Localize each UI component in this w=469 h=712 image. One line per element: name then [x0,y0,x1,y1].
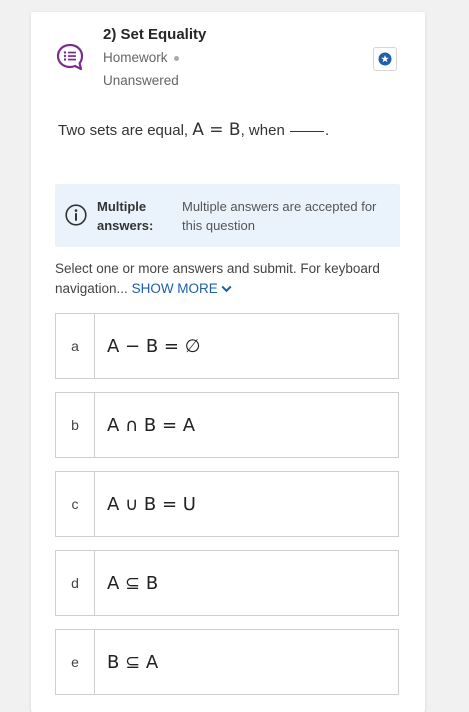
prompt-end: . [324,122,330,139]
question-prompt [58,120,329,140]
prompt-suffix: , when [240,122,285,139]
answer-option-a[interactable] [55,313,399,379]
question-type [103,50,179,65]
question-type-label: Homework [103,50,168,65]
chat-list-icon [56,43,84,71]
prompt-math: A = B [192,120,241,140]
answer-letter: e [56,630,95,694]
instructions [55,259,400,299]
answer-letter: b [56,393,95,457]
answer-option-d[interactable] [55,550,399,616]
chevron-down-icon [221,285,232,293]
question-status: Unanswered [103,73,179,88]
answer-text: A ⊆ B [107,572,159,594]
answer-text: B ⊆ A [107,651,159,673]
answer-option-c[interactable] [55,471,399,537]
prompt-blank [290,131,324,132]
answer-letter: a [56,314,95,378]
answer-text: A − B = ∅ [107,335,201,357]
question-card [31,12,425,712]
info-circle-icon [65,204,87,226]
info-description: Multiple answers are accepted for this question [182,199,377,233]
bookmark-button[interactable] [373,47,397,71]
answer-letter: d [56,551,95,615]
info-label: Multiple answers: [97,199,154,233]
question-title: 2) Set Equality [103,26,207,43]
multiple-answers-info [55,184,400,247]
answer-letter: c [56,472,95,536]
prompt-prefix: Two sets are equal, [58,122,193,139]
answer-text: A ∪ B = U [107,493,196,515]
answer-option-b[interactable] [55,392,399,458]
star-badge-icon [378,52,392,66]
answer-text: A ∩ B = A [107,414,196,436]
answer-option-e[interactable] [55,629,399,695]
show-more-link[interactable] [132,281,232,296]
instructions-text: Select one or more answers and submit. For keyboard navigation... [55,261,380,296]
separator-dot [174,56,179,61]
show-more-label: SHOW MORE [131,281,218,296]
